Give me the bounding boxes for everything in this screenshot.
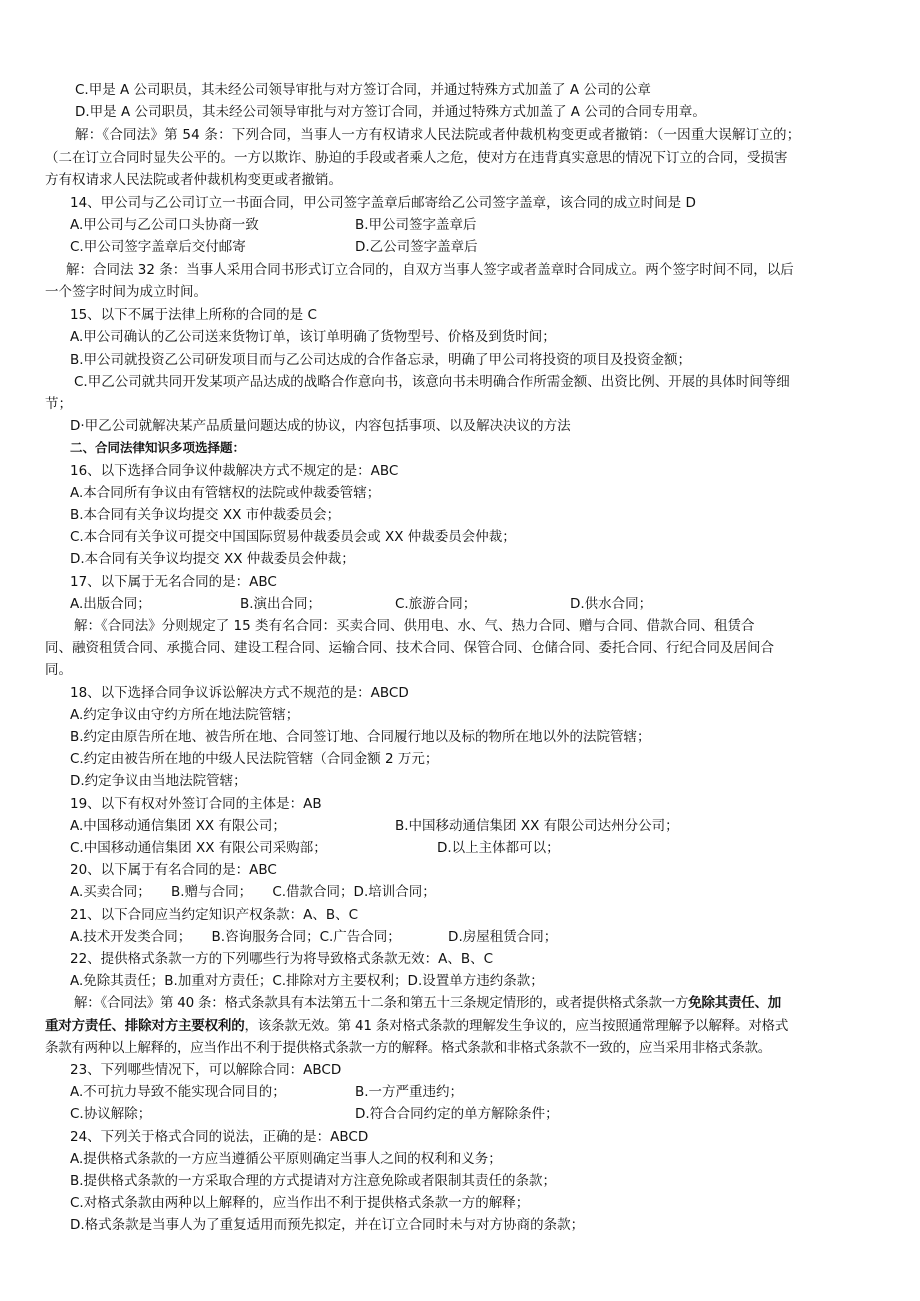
text-line	[45, 1016, 788, 1036]
question-20: 20、以下属于有名合同的是：ABC	[70, 862, 277, 878]
option-d: D.符合合同约定的单方解除条件；	[355, 1106, 559, 1122]
text-line: 方有权请求人民法院或者仲裁机构变更或者撤销。	[45, 172, 342, 188]
question-17: 17、以下属于无名合同的是：ABC	[70, 574, 277, 590]
text-line: C.甲乙公司就共同开发某项产品达成的战略合作意向书，该意向书未明确合作所需金额、出资比例、开展的具体时间等细	[74, 374, 790, 390]
text-line: 同。	[45, 662, 72, 678]
option-a: A.出版合同；	[70, 596, 151, 612]
text-line: D·甲乙公司就解决某产品质量问题达成的协议，内容包括事项、以及解决决议的方法	[70, 418, 571, 434]
option-b: B.中国移动通信集团 XX 有限公司达州分公司；	[395, 818, 679, 834]
text-line: 节；	[45, 396, 72, 412]
text-line: A.免除其责任；B.加重对方责任；C.排除对方主要权利；D.设置单方违约条款；	[70, 973, 544, 989]
question-18: 18、以下选择合同争议诉讼解决方式不规范的是：ABCD	[70, 685, 409, 701]
text-line: 解：合同法 32 条：当事人采用合同书形式订立合同的，自双方当事人签字或者盖章时合同成立。两个签字时间不同，以后	[66, 262, 794, 278]
question-15: 15、以下不属于法律上所称的合同的是 C	[70, 307, 317, 323]
option-b: B.一方严重违约；	[355, 1084, 464, 1100]
text-line: A.技术开发类合同； B.咨询服务合同；C.广告合同； D.房屋租赁合同；	[70, 929, 558, 945]
question-21: 21、以下合同应当约定知识产权条款：A、B、C	[70, 907, 359, 923]
text-run: 解：《合同法》第 40 条：格式条款具有本法第五十二条和第五十三条规定情形的，或者提供格式条款一方	[74, 995, 689, 1011]
text-line: D.格式条款是当事人为了重复适用而预先拟定，并在订立合同时未与对方协商的条款；	[70, 1217, 585, 1233]
bold-run: 免除其责任、加	[688, 995, 782, 1011]
text-line: B.约定由原告所在地、被告所在地、合同签订地、合同履行地以及标的物所在地以外的法院管辖；	[70, 729, 651, 745]
option-d: D.乙公司签字盖章后	[355, 239, 478, 255]
text-line: B.提供格式条款的一方采取合理的方式提请对方注意免除或者限制其责任的条款；	[70, 1173, 557, 1189]
text-line: D.甲是 A 公司职员，其未经公司领导审批与对方签订合同，并通过特殊方式加盖了 A 公司的合同专用章。	[75, 104, 706, 120]
text-line: 一个签字时间为成立时间。	[45, 284, 207, 300]
text-line: D.约定争议由当地法院管辖；	[70, 773, 247, 789]
text-line: A.买卖合同； B.赠与合同； C.借款合同；D.培训合同；	[70, 884, 436, 900]
text-line: C.对格式条款由两种以上解释的，应当作出不利于提供格式条款一方的解释；	[70, 1195, 530, 1211]
option-b: B.甲公司签字盖章后	[355, 217, 477, 233]
question-24: 24、下列关于格式合同的说法，正确的是：ABCD	[70, 1129, 369, 1145]
option-c: C.中国移动通信集团 XX 有限公司采购部；	[70, 840, 327, 856]
text-line: B.甲公司就投资乙公司研发项目而与乙公司达成的合作备忘录，明确了甲公司将投资的项目及投资金额；	[70, 352, 692, 368]
text-line: C.甲是 A 公司职员，其未经公司领导审批与对方签订合同，并通过特殊方式加盖了 A 公司的公章	[75, 82, 651, 98]
text-line: A.甲公司确认的乙公司送来货物订单，该订单明确了货物型号、价格及到货时间；	[70, 329, 556, 345]
option-d: D.供水合同；	[570, 596, 653, 612]
text-line: A.提供格式条款的一方应当遵循公平原则确定当事人之间的权利和义务；	[70, 1151, 502, 1167]
text-line	[74, 993, 781, 1013]
text-line: A.本合同所有争议由有管辖权的法院或仲裁委管辖；	[70, 485, 381, 501]
option-d: D.以上主体都可以；	[437, 840, 560, 856]
text-line: 条款有两种以上解释的，应当作出不利于提供格式条款一方的解释。格式条款和非格式条款不一致的，应当采用非格式条款。	[45, 1040, 771, 1056]
option-b: B.演出合同；	[240, 596, 322, 612]
option-c: C.甲公司签字盖章后交付邮寄	[70, 239, 246, 255]
section-heading: 二、合同法律知识多项选择题：	[70, 440, 246, 455]
text-line: A.约定争议由守约方所在地法院管辖；	[70, 707, 300, 723]
text-line: D.本合同有关争议均提交 XX 仲裁委员会仲裁；	[70, 551, 355, 567]
question-16: 16、以下选择合同争议仲裁解决方式不规定的是：ABC	[70, 463, 399, 479]
text-line: 解：《合同法》第 54 条：下列合同，当事人一方有权请求人民法院或者仲裁机构变更或者撤销：（一因重大误解订立的；	[75, 127, 801, 143]
question-19: 19、以下有权对外签订合同的主体是：AB	[70, 796, 322, 812]
text-run: ，该条款无效。第 41 条对格式条款的理解发生争议的，应当按照通常理解予以解释。对格式	[244, 1018, 789, 1034]
option-c: C.协议解除；	[70, 1106, 152, 1122]
option-a: A.中国移动通信集团 XX 有限公司；	[70, 818, 286, 834]
option-c: C.旅游合同；	[395, 596, 477, 612]
text-line: C.约定由被告所在地的中级人民法院管辖（合同金额 2 万元；	[70, 751, 439, 767]
text-line: B.本合同有关争议均提交 XX 市仲裁委员会；	[70, 507, 341, 523]
text-line: （二在订立合同时显失公平的。一方以欺诈、胁迫的手段或者乘人之危，使对方在违背真实意思的情况下订立的合同，受损害	[45, 150, 788, 166]
text-line: 同、融资租赁合同、承揽合同、建设工程合同、运输合同、技术合同、保管合同、仓储合同、委托合同、行纪合同及居间合	[45, 640, 774, 656]
option-a: A.甲公司与乙公司口头协商一致	[70, 217, 259, 233]
question-22: 22、提供格式条款一方的下列哪些行为将导致格式条款无效：A、B、C	[70, 951, 494, 967]
text-line: 解：《合同法》分则规定了 15 类有名合同：买卖合同、供用电、水、气、热力合同、赠与合同、借款合同、租赁合	[74, 618, 755, 634]
question-23: 23、下列哪些情况下，可以解除合同：ABCD	[70, 1062, 342, 1078]
question-14: 14、甲公司与乙公司订立一书面合同，甲公司签字盖章后邮寄给乙公司签字盖章，该合同的成立时间是 D	[70, 195, 696, 211]
text-line: C.本合同有关争议可提交中国国际贸易仲裁委员会或 XX 仲裁委员会仲裁；	[70, 529, 516, 545]
bold-run: 重对方责任、排除对方主要权利的	[45, 1018, 245, 1034]
option-a: A.不可抗力导致不能实现合同目的；	[70, 1084, 286, 1100]
